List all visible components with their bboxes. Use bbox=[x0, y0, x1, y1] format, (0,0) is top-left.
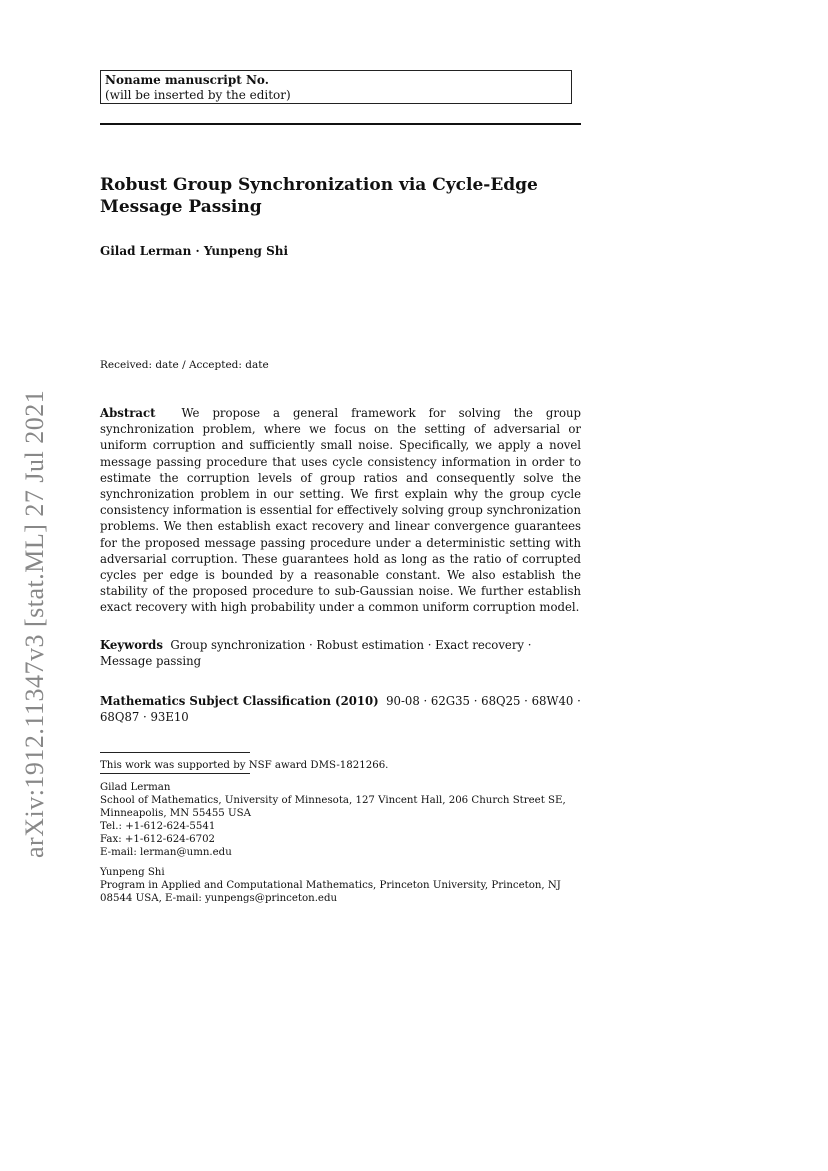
aff1-name: Gilad Lerman bbox=[100, 782, 171, 793]
aff1-address: School of Mathematics, University of Minnesota, 127 Vincent Hall, 206 Church Street SE, Minneapolis, MN 55455 USA bbox=[100, 795, 566, 819]
aff2-address: Program in Applied and Computational Mathematics, Princeton University, Princeton, NJ 08544 USA, E-mail: yunpengs@princeton.edu bbox=[100, 880, 561, 904]
footnote-underline bbox=[100, 773, 250, 774]
header-rule bbox=[100, 123, 581, 125]
received-date: Received: date / Accepted: date bbox=[100, 359, 269, 371]
paper-title: Robust Group Synchronization via Cycle-Edge Message Passing bbox=[100, 175, 538, 217]
aff1-fax: Fax: +1-612-624-6702 bbox=[100, 834, 216, 845]
abstract-label: Abstract bbox=[100, 406, 156, 420]
msc-text: 90-08 · 62G35 · 68Q25 · 68W40 · 68Q87 · 93E10 bbox=[100, 694, 581, 725]
keywords-label: Keywords bbox=[100, 638, 163, 652]
arxiv-stamp: arXiv:1912.11347v3 [stat.ML] 27 Jul 2021 bbox=[20, 389, 49, 858]
aff2-name: Yunpeng Shi bbox=[100, 867, 165, 878]
footnote-rule bbox=[100, 752, 250, 753]
keywords bbox=[100, 637, 581, 669]
msc bbox=[100, 693, 581, 725]
aff1-tel: Tel.: +1-612-624-5541 bbox=[100, 821, 216, 832]
aff1-email: E-mail: lerman@umn.edu bbox=[100, 847, 232, 858]
editor-box bbox=[100, 70, 572, 104]
editor-note: (will be inserted by the editor) bbox=[105, 88, 291, 102]
affiliation-lerman bbox=[100, 781, 581, 859]
keywords-text: Group synchronization · Robust estimation · Exact recovery · Message passing bbox=[100, 638, 532, 669]
manuscript-number: Noname manuscript No. bbox=[105, 73, 269, 87]
authors: Gilad Lerman · Yunpeng Shi bbox=[100, 244, 289, 258]
affiliation-shi bbox=[100, 866, 581, 905]
abstract bbox=[100, 405, 581, 616]
msc-label: Mathematics Subject Classification (2010) bbox=[100, 694, 379, 708]
abstract-text: We propose a general framework for solving the group synchronization problem, where we focus on the setting of adversarial or uniform corruption and sufficiently small noise. Specifically, we apply a novel message passing procedure that uses cycle consistency information in order to estimate the corruption levels of group ratios and consequently solve the synchronization problem in our setting. We first explain why the group cycle consistency information is essential for effectively solving group synchronization problems. We then establish exact recovery and linear convergence guarantees for the proposed message passing procedure under a deterministic setting with adversarial corruption. These guarantees hold as long as the ratio of corrupted cycles per edge is bounded by a reasonable constant. We also establish the stability of the proposed procedure to sub-Gaussian noise. We further establish exact recovery with high probability under a common uniform corruption model. bbox=[100, 406, 581, 615]
funding-footnote: This work was supported by NSF award DMS-1821266. bbox=[100, 760, 389, 771]
